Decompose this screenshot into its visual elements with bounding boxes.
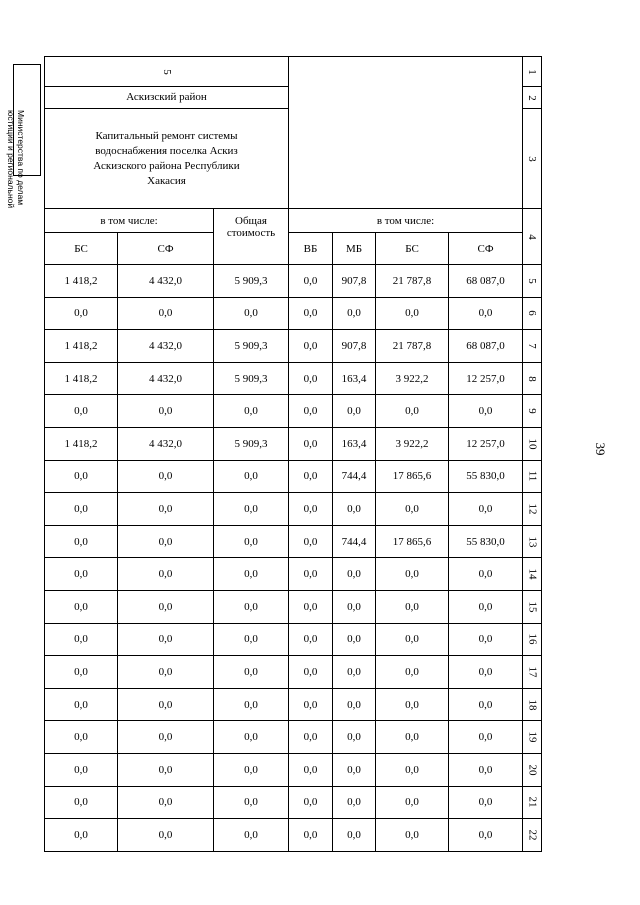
- table-row: [45, 786, 542, 819]
- table-cell: 0,0: [289, 656, 333, 689]
- row-number-cell: [523, 209, 542, 265]
- table-cell: 68 087,0: [449, 330, 523, 363]
- table-row: [45, 427, 542, 460]
- row-number: 19: [526, 731, 538, 743]
- table-row: [45, 721, 542, 754]
- table-cell: 0,0: [118, 525, 214, 558]
- header-column-number-cell: [45, 57, 289, 87]
- table-cell: 0,0: [289, 558, 333, 591]
- table-cell: 3 922,2: [376, 362, 449, 395]
- table-row: [45, 330, 542, 363]
- row-number: 21: [526, 796, 538, 808]
- row-number: 20: [526, 764, 538, 776]
- row-number: 17: [526, 666, 538, 678]
- table-cell: 0,0: [376, 558, 449, 591]
- table-cell: 68 087,0: [449, 265, 523, 298]
- table-cell: 21 787,8: [376, 330, 449, 363]
- row-number: 10: [526, 438, 538, 450]
- table-cell: 163,4: [333, 362, 376, 395]
- table-cell: 0,0: [449, 721, 523, 754]
- table-cell: 907,8: [333, 330, 376, 363]
- table-cell: 17 865,6: [376, 525, 449, 558]
- column-header-mb: МБ: [333, 233, 376, 265]
- table-cell: 0,0: [289, 721, 333, 754]
- stamp-line-2: юстиции и региональной: [6, 110, 16, 209]
- header-blank-cell: [289, 57, 523, 209]
- table-cell: 0,0: [214, 525, 289, 558]
- table-cell: 0,0: [214, 460, 289, 493]
- stamp-line-1: Министерства по делам: [16, 110, 26, 206]
- table-cell: 0,0: [333, 721, 376, 754]
- table-cell: 0,0: [118, 786, 214, 819]
- row-number-cell: [523, 427, 542, 460]
- table-cell: 0,0: [45, 590, 118, 623]
- table-cell: 0,0: [376, 297, 449, 330]
- table-cell: 0,0: [449, 753, 523, 786]
- including-left-header: в том числе:: [45, 209, 214, 233]
- table-cell: 1 418,2: [45, 362, 118, 395]
- table-cell: 4 432,0: [118, 427, 214, 460]
- table-cell: 12 257,0: [449, 427, 523, 460]
- registration-stamp-text: [0, 110, 26, 220]
- table-cell: 0,0: [449, 819, 523, 852]
- table-cell: 0,0: [289, 427, 333, 460]
- table-cell: 0,0: [118, 590, 214, 623]
- district-name: Аскизский район: [45, 87, 289, 109]
- table-cell: 0,0: [289, 265, 333, 298]
- table-cell: 0,0: [333, 493, 376, 526]
- table-cell: 0,0: [118, 753, 214, 786]
- row-number-cell: [523, 819, 542, 852]
- table-cell: 3 922,2: [376, 427, 449, 460]
- table-cell: 0,0: [118, 819, 214, 852]
- table-cell: 0,0: [289, 623, 333, 656]
- row-number: 3: [526, 155, 538, 162]
- table-cell: 0,0: [45, 753, 118, 786]
- row-number: 7: [526, 343, 538, 349]
- table-cell: 0,0: [449, 590, 523, 623]
- row-number-cell: [523, 87, 542, 109]
- table-row: [45, 265, 542, 298]
- table-row: [45, 460, 542, 493]
- table-cell: 4 432,0: [118, 362, 214, 395]
- table-cell: 55 830,0: [449, 525, 523, 558]
- row-number: 18: [526, 699, 538, 711]
- table-cell: 0,0: [45, 558, 118, 591]
- table-cell: 1 418,2: [45, 330, 118, 363]
- column-header-vb: ВБ: [289, 233, 333, 265]
- row-number-cell: [523, 558, 542, 591]
- table-cell: 0,0: [289, 786, 333, 819]
- row-number-cell: [523, 57, 542, 87]
- table-cell: 0,0: [376, 590, 449, 623]
- row-number: 22: [526, 829, 538, 841]
- table-row: [45, 656, 542, 689]
- table-row: [45, 590, 542, 623]
- row-number: 12: [526, 503, 538, 515]
- table-cell: 0,0: [333, 590, 376, 623]
- table-row: [45, 819, 542, 852]
- table-cell: 0,0: [118, 297, 214, 330]
- including-right-header: в том числе:: [289, 209, 523, 233]
- table-cell: 0,0: [45, 819, 118, 852]
- row-number: 1: [526, 68, 538, 75]
- table-cell: 4 432,0: [118, 330, 214, 363]
- table-cell: 0,0: [333, 786, 376, 819]
- table-cell: 0,0: [289, 753, 333, 786]
- table-cell: 0,0: [118, 460, 214, 493]
- table-cell: 0,0: [376, 753, 449, 786]
- table-cell: 4 432,0: [118, 265, 214, 298]
- table-cell: 0,0: [289, 460, 333, 493]
- table-cell: 0,0: [333, 819, 376, 852]
- table-row: [45, 688, 542, 721]
- table-cell: 0,0: [333, 753, 376, 786]
- row-number: 11: [526, 471, 538, 482]
- table-cell: 5 909,3: [214, 330, 289, 363]
- row-number: 5: [526, 278, 538, 284]
- table-cell: 0,0: [45, 395, 118, 428]
- table-cell: 0,0: [214, 590, 289, 623]
- table-cell: 0,0: [449, 623, 523, 656]
- table-cell: 744,4: [333, 525, 376, 558]
- project-name: Капитальный ремонт системы водоснабжения поселка Аскиз Аскизского района Республики Хакасия: [45, 109, 289, 209]
- table-cell: 0,0: [376, 819, 449, 852]
- table-cell: 0,0: [333, 688, 376, 721]
- table-cell: 5 909,3: [214, 427, 289, 460]
- table-cell: 0,0: [449, 395, 523, 428]
- table-cell: 0,0: [289, 330, 333, 363]
- table-cell: 0,0: [449, 688, 523, 721]
- table-cell: 0,0: [376, 395, 449, 428]
- data-table: [44, 56, 542, 852]
- table-row: [45, 623, 542, 656]
- table-cell: 907,8: [333, 265, 376, 298]
- row-number-cell: [523, 330, 542, 363]
- table-cell: 0,0: [449, 656, 523, 689]
- table-cell: 0,0: [214, 558, 289, 591]
- column-header-sf: СФ: [118, 233, 214, 265]
- table-cell: 0,0: [333, 395, 376, 428]
- row-number: 4: [526, 233, 538, 240]
- row-number-cell: [523, 460, 542, 493]
- table-row: [45, 525, 542, 558]
- table-cell: 163,4: [333, 427, 376, 460]
- total-cost-header: Общая стоимость: [214, 209, 289, 265]
- row-number-cell: [523, 297, 542, 330]
- table-cell: 0,0: [289, 362, 333, 395]
- table-cell: 1 418,2: [45, 265, 118, 298]
- table-cell: 0,0: [376, 688, 449, 721]
- table-cell: 0,0: [376, 786, 449, 819]
- table-cell: 0,0: [289, 395, 333, 428]
- table-row: [45, 395, 542, 428]
- table-row: [45, 558, 542, 591]
- row-number-cell: [523, 493, 542, 526]
- table-cell: 0,0: [118, 623, 214, 656]
- row-number-cell: [523, 786, 542, 819]
- table-cell: 0,0: [45, 493, 118, 526]
- table-cell: 0,0: [214, 395, 289, 428]
- row-number-cell: [523, 362, 542, 395]
- table-cell: 0,0: [376, 656, 449, 689]
- row-number-cell: [523, 656, 542, 689]
- row-number: 9: [526, 408, 538, 414]
- table-cell: 0,0: [45, 297, 118, 330]
- table-cell: 0,0: [289, 590, 333, 623]
- table-cell: 0,0: [45, 460, 118, 493]
- table-cell: 0,0: [45, 688, 118, 721]
- row-number-cell: [523, 109, 542, 209]
- row-number-cell: [523, 265, 542, 298]
- table-cell: 0,0: [333, 656, 376, 689]
- table-cell: 0,0: [214, 297, 289, 330]
- row-number-cell: [523, 590, 542, 623]
- page-number: 39: [593, 442, 608, 456]
- table-cell: 0,0: [376, 493, 449, 526]
- table-cell: 0,0: [45, 656, 118, 689]
- table-cell: 21 787,8: [376, 265, 449, 298]
- table-row: [45, 362, 542, 395]
- table-cell: 0,0: [45, 721, 118, 754]
- table-cell: 1 418,2: [45, 427, 118, 460]
- table-cell: 0,0: [118, 493, 214, 526]
- table-row: [45, 297, 542, 330]
- table-cell: 744,4: [333, 460, 376, 493]
- table-cell: 0,0: [118, 721, 214, 754]
- table-cell: 12 257,0: [449, 362, 523, 395]
- table-cell: 0,0: [376, 721, 449, 754]
- row-number: 14: [526, 568, 538, 580]
- table-cell: 0,0: [376, 623, 449, 656]
- table-cell: 0,0: [118, 558, 214, 591]
- table-cell: 0,0: [214, 623, 289, 656]
- row-number-cell: [523, 753, 542, 786]
- table-cell: 0,0: [214, 753, 289, 786]
- table-cell: 0,0: [214, 656, 289, 689]
- table-cell: 55 830,0: [449, 460, 523, 493]
- column-header-bs: БС: [45, 233, 118, 265]
- table-cell: 0,0: [449, 297, 523, 330]
- row-number: 6: [526, 310, 538, 317]
- table-cell: 0,0: [289, 525, 333, 558]
- table-cell: 0,0: [289, 688, 333, 721]
- table-cell: 0,0: [449, 786, 523, 819]
- header-column-number: 5: [160, 68, 173, 75]
- row-number-cell: [523, 395, 542, 428]
- column-header-bs-2: БС: [376, 233, 449, 265]
- table-cell: 0,0: [45, 525, 118, 558]
- table-cell: 0,0: [45, 786, 118, 819]
- table-cell: 5 909,3: [214, 362, 289, 395]
- table-cell: 0,0: [333, 623, 376, 656]
- table-row: [45, 493, 542, 526]
- table-cell: 0,0: [214, 786, 289, 819]
- table-row: [45, 753, 542, 786]
- table-cell: 0,0: [449, 493, 523, 526]
- table-cell: 0,0: [289, 297, 333, 330]
- table-cell: 0,0: [449, 558, 523, 591]
- column-header-sf-2: СФ: [449, 233, 523, 265]
- table-cell: 5 909,3: [214, 265, 289, 298]
- table-cell: 0,0: [45, 623, 118, 656]
- row-number: 8: [526, 375, 538, 382]
- table-cell: 0,0: [118, 656, 214, 689]
- table-cell: 0,0: [214, 721, 289, 754]
- row-number: 13: [526, 536, 538, 548]
- row-number: 2: [526, 94, 538, 101]
- table-cell: 0,0: [214, 688, 289, 721]
- row-number: 16: [526, 633, 538, 645]
- row-number: 15: [526, 601, 538, 613]
- table-cell: 17 865,6: [376, 460, 449, 493]
- table-cell: 0,0: [118, 395, 214, 428]
- table-cell: 0,0: [333, 558, 376, 591]
- table-cell: 0,0: [289, 819, 333, 852]
- row-number-cell: [523, 721, 542, 754]
- table-cell: 0,0: [214, 819, 289, 852]
- table-cell: 0,0: [118, 688, 214, 721]
- row-number-cell: [523, 525, 542, 558]
- table-cell: 0,0: [289, 493, 333, 526]
- row-number-cell: [523, 623, 542, 656]
- table-cell: 0,0: [333, 297, 376, 330]
- row-number-cell: [523, 688, 542, 721]
- table-cell: 0,0: [214, 493, 289, 526]
